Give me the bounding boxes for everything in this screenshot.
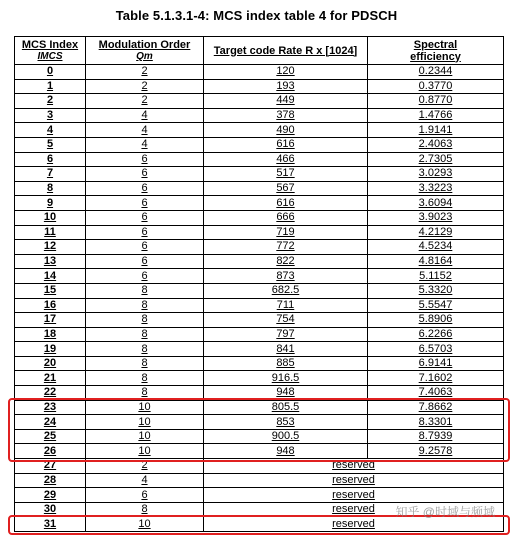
spectral-efficiency-cell: 0.8770 <box>368 94 504 109</box>
mcs-index-cell: 2 <box>15 94 86 109</box>
target-code-rate-cell: 449 <box>204 94 368 109</box>
mcs-index-cell: 23 <box>15 400 86 415</box>
modulation-order-cell: 8 <box>86 283 204 298</box>
spectral-efficiency-cell: 5.3320 <box>368 283 504 298</box>
table-row <box>15 371 504 386</box>
table-row <box>15 283 504 298</box>
table-caption: Table 5.1.3.1-4: MCS index table 4 for PDSCH <box>115 8 398 23</box>
mcs-index-cell: 30 <box>15 502 86 517</box>
modulation-order-cell: 8 <box>86 502 204 517</box>
target-code-rate-cell: 466 <box>204 152 368 167</box>
spectral-efficiency-cell: 7.1602 <box>368 371 504 386</box>
modulation-order-cell: 10 <box>86 517 204 532</box>
modulation-order-cell: 4 <box>86 473 204 488</box>
spectral-efficiency-cell: 7.8662 <box>368 400 504 415</box>
target-code-rate-cell: 754 <box>204 313 368 328</box>
header-spectral-efficiency-label2: efficiency <box>410 50 461 63</box>
table-row-reserved <box>15 473 504 488</box>
modulation-order-cell: 8 <box>86 298 204 313</box>
mcs-index-cell: 4 <box>15 123 86 138</box>
table-row <box>15 254 504 269</box>
spectral-efficiency-cell: 5.5547 <box>368 298 504 313</box>
target-code-rate-cell: 682.5 <box>204 283 368 298</box>
table-row <box>15 196 504 211</box>
modulation-order-cell: 4 <box>86 108 204 123</box>
table-row <box>15 240 504 255</box>
spectral-efficiency-cell: 9.2578 <box>368 444 504 459</box>
header-mcs-index-label: MCS Index <box>21 38 79 51</box>
mcs-index-cell: 31 <box>15 517 86 532</box>
mcs-index-cell: 14 <box>15 269 86 284</box>
target-code-rate-cell: 916.5 <box>204 371 368 386</box>
target-code-rate-cell: 900.5 <box>204 429 368 444</box>
spectral-efficiency-cell: 2.4063 <box>368 137 504 152</box>
header-mcs-index <box>15 37 86 65</box>
spectral-efficiency-cell: 0.3770 <box>368 79 504 94</box>
mcs-index-cell: 0 <box>15 65 86 80</box>
target-code-rate-cell: 841 <box>204 342 368 357</box>
mcs-index-cell: 19 <box>15 342 86 357</box>
table-row <box>15 342 504 357</box>
table-row <box>15 429 504 444</box>
target-code-rate-cell: 948 <box>204 386 368 401</box>
reserved-cell: reserved <box>204 502 504 517</box>
table-row <box>15 79 504 94</box>
reserved-cell: reserved <box>204 459 504 474</box>
table-row-reserved <box>15 488 504 503</box>
target-code-rate-cell: 616 <box>204 137 368 152</box>
target-code-rate-cell: 948 <box>204 444 368 459</box>
modulation-order-cell: 2 <box>86 94 204 109</box>
table-row <box>15 386 504 401</box>
table-row-reserved <box>15 459 504 474</box>
target-code-rate-cell: 666 <box>204 210 368 225</box>
spectral-efficiency-cell: 4.8164 <box>368 254 504 269</box>
mcs-index-cell: 28 <box>15 473 86 488</box>
target-code-rate-cell: 567 <box>204 181 368 196</box>
modulation-order-cell: 2 <box>86 65 204 80</box>
table-row <box>15 225 504 240</box>
mcs-index-cell: 15 <box>15 283 86 298</box>
spectral-efficiency-cell: 8.7939 <box>368 429 504 444</box>
header-modulation-order-symbol: Qm <box>136 50 153 62</box>
watermark: 知乎 @时域与频域 <box>395 505 495 519</box>
table-row <box>15 210 504 225</box>
modulation-order-cell: 6 <box>86 167 204 182</box>
mcs-index-cell: 10 <box>15 210 86 225</box>
table-row <box>15 152 504 167</box>
mcs-index-cell: 12 <box>15 240 86 255</box>
header-modulation-order-label: Modulation Order <box>98 38 191 51</box>
mcs-index-cell: 6 <box>15 152 86 167</box>
target-code-rate-cell: 120 <box>204 65 368 80</box>
modulation-order-cell: 8 <box>86 386 204 401</box>
modulation-order-cell: 6 <box>86 196 204 211</box>
table-row <box>15 94 504 109</box>
target-code-rate-cell: 193 <box>204 79 368 94</box>
mcs-index-cell: 20 <box>15 356 86 371</box>
mcs-index-cell: 17 <box>15 313 86 328</box>
spectral-efficiency-cell: 8.3301 <box>368 415 504 430</box>
modulation-order-cell: 6 <box>86 152 204 167</box>
spectral-efficiency-cell: 3.6094 <box>368 196 504 211</box>
target-code-rate-cell: 490 <box>204 123 368 138</box>
table-row <box>15 137 504 152</box>
target-code-rate-cell: 873 <box>204 269 368 284</box>
mcs-index-cell: 24 <box>15 415 86 430</box>
modulation-order-cell: 4 <box>86 123 204 138</box>
header-target-code-rate-label: Target code Rate R x [1024] <box>213 44 358 57</box>
mcs-index-cell: 5 <box>15 137 86 152</box>
mcs-index-cell: 7 <box>15 167 86 182</box>
spectral-efficiency-cell: 1.4766 <box>368 108 504 123</box>
mcs-index-cell: 9 <box>15 196 86 211</box>
target-code-rate-cell: 853 <box>204 415 368 430</box>
spectral-efficiency-cell: 3.9023 <box>368 210 504 225</box>
table-header-row <box>15 37 504 65</box>
spectral-efficiency-cell: 4.2129 <box>368 225 504 240</box>
modulation-order-cell: 6 <box>86 254 204 269</box>
table-body <box>15 65 504 532</box>
target-code-rate-cell: 719 <box>204 225 368 240</box>
mcs-index-cell: 21 <box>15 371 86 386</box>
mcs-index-cell: 11 <box>15 225 86 240</box>
target-code-rate-cell: 711 <box>204 298 368 313</box>
modulation-order-cell: 8 <box>86 327 204 342</box>
mcs-index-cell: 22 <box>15 386 86 401</box>
mcs-index-cell: 13 <box>15 254 86 269</box>
modulation-order-cell: 10 <box>86 415 204 430</box>
mcs-index-cell: 1 <box>15 79 86 94</box>
spectral-efficiency-cell: 3.0293 <box>368 167 504 182</box>
header-spectral-efficiency-label1: Spectral <box>413 38 458 51</box>
modulation-order-cell: 8 <box>86 371 204 386</box>
spectral-efficiency-cell: 3.3223 <box>368 181 504 196</box>
target-code-rate-cell: 797 <box>204 327 368 342</box>
spectral-efficiency-cell: 6.5703 <box>368 342 504 357</box>
header-target-code-rate <box>204 37 368 65</box>
modulation-order-cell: 8 <box>86 356 204 371</box>
spectral-efficiency-cell: 2.7305 <box>368 152 504 167</box>
modulation-order-cell: 10 <box>86 429 204 444</box>
table-row <box>15 356 504 371</box>
modulation-order-cell: 6 <box>86 181 204 196</box>
modulation-order-cell: 6 <box>86 269 204 284</box>
table-row <box>15 108 504 123</box>
modulation-order-cell: 2 <box>86 79 204 94</box>
table-row <box>15 327 504 342</box>
target-code-rate-cell: 822 <box>204 254 368 269</box>
header-spectral-efficiency <box>368 37 504 65</box>
mcs-index-cell: 8 <box>15 181 86 196</box>
modulation-order-cell: 4 <box>86 137 204 152</box>
target-code-rate-cell: 772 <box>204 240 368 255</box>
mcs-index-cell: 18 <box>15 327 86 342</box>
modulation-order-cell: 2 <box>86 459 204 474</box>
spectral-efficiency-cell: 4.5234 <box>368 240 504 255</box>
header-mcs-index-symbol: IMCS <box>37 50 63 62</box>
reserved-cell: reserved <box>204 473 504 488</box>
mcs-index-cell: 3 <box>15 108 86 123</box>
spectral-efficiency-cell: 6.2266 <box>368 327 504 342</box>
table-row <box>15 400 504 415</box>
reserved-cell: reserved <box>204 488 504 503</box>
table-row <box>15 65 504 80</box>
table-row <box>15 167 504 182</box>
table-row <box>15 444 504 459</box>
target-code-rate-cell: 378 <box>204 108 368 123</box>
mcs-index-cell: 27 <box>15 459 86 474</box>
table-row <box>15 298 504 313</box>
target-code-rate-cell: 885 <box>204 356 368 371</box>
mcs-index-cell: 16 <box>15 298 86 313</box>
modulation-order-cell: 8 <box>86 342 204 357</box>
reserved-cell: reserved <box>204 517 504 532</box>
table-row <box>15 415 504 430</box>
spectral-efficiency-cell: 5.8906 <box>368 313 504 328</box>
spectral-efficiency-cell: 1.9141 <box>368 123 504 138</box>
modulation-order-cell: 6 <box>86 488 204 503</box>
mcs-index-table <box>14 36 504 532</box>
modulation-order-cell: 6 <box>86 225 204 240</box>
table-row <box>15 313 504 328</box>
spectral-efficiency-cell: 6.9141 <box>368 356 504 371</box>
header-modulation-order <box>86 37 204 65</box>
modulation-order-cell: 10 <box>86 444 204 459</box>
modulation-order-cell: 6 <box>86 240 204 255</box>
spectral-efficiency-cell: 7.4063 <box>368 386 504 401</box>
table-row <box>15 123 504 138</box>
mcs-index-cell: 29 <box>15 488 86 503</box>
spectral-efficiency-cell: 5.1152 <box>368 269 504 284</box>
target-code-rate-cell: 805.5 <box>204 400 368 415</box>
modulation-order-cell: 10 <box>86 400 204 415</box>
modulation-order-cell: 6 <box>86 210 204 225</box>
table-row <box>15 181 504 196</box>
mcs-index-cell: 26 <box>15 444 86 459</box>
table-row <box>15 269 504 284</box>
target-code-rate-cell: 616 <box>204 196 368 211</box>
mcs-index-cell: 25 <box>15 429 86 444</box>
spectral-efficiency-cell: 0.2344 <box>368 65 504 80</box>
modulation-order-cell: 8 <box>86 313 204 328</box>
target-code-rate-cell: 517 <box>204 167 368 182</box>
